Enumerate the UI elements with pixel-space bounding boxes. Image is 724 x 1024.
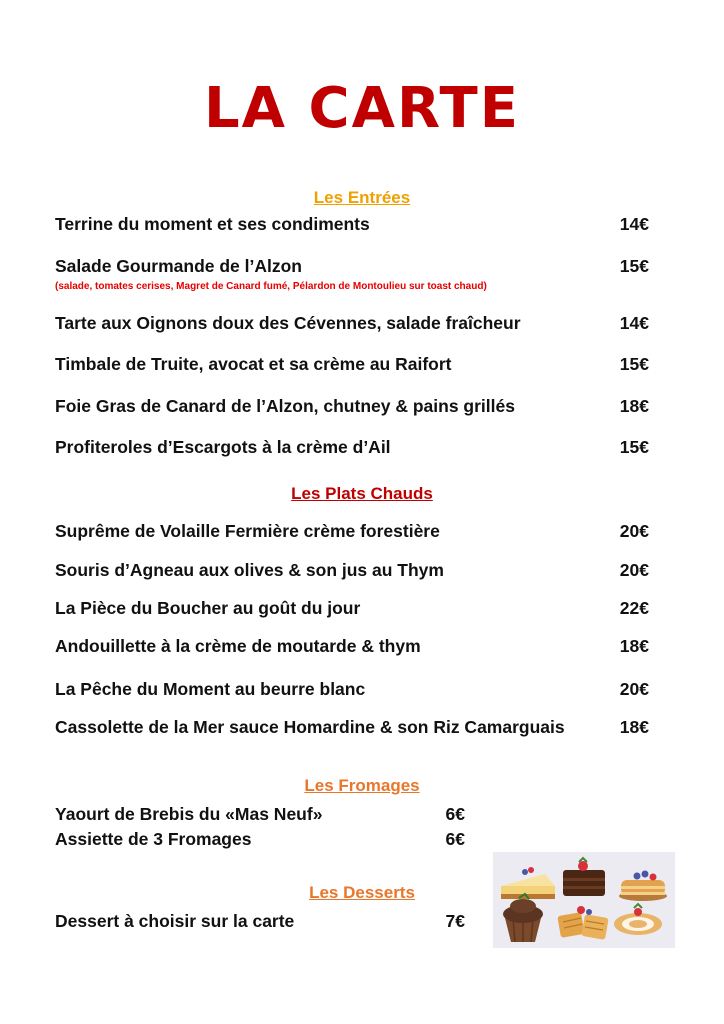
- menu-item-name: Cassolette de la Mer sauce Homardine & son Riz Camarguais: [55, 717, 565, 737]
- menu-item-price: 18€: [619, 717, 649, 737]
- menu-item-price: 7€: [445, 911, 465, 931]
- menu-item-price: 22€: [619, 598, 649, 618]
- brownie-icon: [563, 858, 605, 896]
- menu-item-name: Timbale de Truite, avocat et sa crème au Raifort: [55, 354, 452, 374]
- section-heading-entrees: Les Entrées: [313, 188, 411, 207]
- menu-item-name: La Pêche du Moment au beurre blanc: [55, 679, 366, 699]
- menu-item-price: 20€: [619, 560, 649, 580]
- menu-item-price: 15€: [619, 256, 649, 276]
- menu-item-price: 6€: [445, 829, 465, 849]
- cheesecake-icon: [501, 867, 555, 899]
- menu-item-name: Assiette de 3 Fromages: [55, 829, 252, 849]
- pancakes-icon: [619, 871, 667, 902]
- menu-item-name: Terrine du moment et ses condiments: [55, 214, 370, 234]
- roll-cake-icon: [614, 904, 662, 935]
- menu-item-name: Andouillette à la crème de moutarde & thym: [55, 636, 421, 656]
- menu-item-name: Salade Gourmande de l’Alzon: [55, 256, 302, 276]
- menu-item-name: La Pièce du Boucher au goût du jour: [55, 598, 361, 618]
- menu-item-name: Yaourt de Brebis du «Mas Neuf»: [55, 804, 323, 824]
- menu-item-name: Dessert à choisir sur la carte: [55, 911, 295, 931]
- desserts-illustration-icon: [493, 852, 675, 948]
- menu-item-price: 18€: [619, 396, 649, 416]
- menu-item-name: Foie Gras de Canard de l’Alzon, chutney & pains grillés: [55, 396, 515, 416]
- cupcake-icon: [503, 894, 543, 942]
- waffles-icon: [557, 906, 608, 940]
- section-heading-fromages: Les Fromages: [304, 776, 420, 795]
- menu-item-name: Tarte aux Oignons doux des Cévennes, salade fraîcheur: [55, 313, 521, 333]
- desserts-illustration: [493, 852, 675, 948]
- menu-item-price: 6€: [445, 804, 465, 824]
- section-heading-desserts: Les Desserts: [309, 883, 415, 902]
- menu-item-price: 18€: [619, 636, 649, 656]
- menu-item-name: Suprême de Volaille Fermière crème forestière: [55, 521, 440, 541]
- menu-item-note: (salade, tomates cerises, Magret de Canard fumé, Pélardon de Montoulieu sur toast chaud): [55, 281, 487, 292]
- menu-item-price: 14€: [619, 313, 649, 333]
- page-title: LA CARTE: [203, 76, 520, 141]
- section-heading-plats: Les Plats Chauds: [291, 484, 433, 503]
- menu-item-name: Souris d’Agneau aux olives & son jus au Thym: [55, 560, 444, 580]
- menu-item-price: 20€: [619, 521, 649, 541]
- menu-item-price: 20€: [619, 679, 649, 699]
- menu-item-price: 14€: [619, 214, 649, 234]
- menu-item-price: 15€: [619, 437, 649, 457]
- menu-item-name: Profiteroles d’Escargots à la crème d’Ail: [55, 437, 391, 457]
- menu-item-price: 15€: [619, 354, 649, 374]
